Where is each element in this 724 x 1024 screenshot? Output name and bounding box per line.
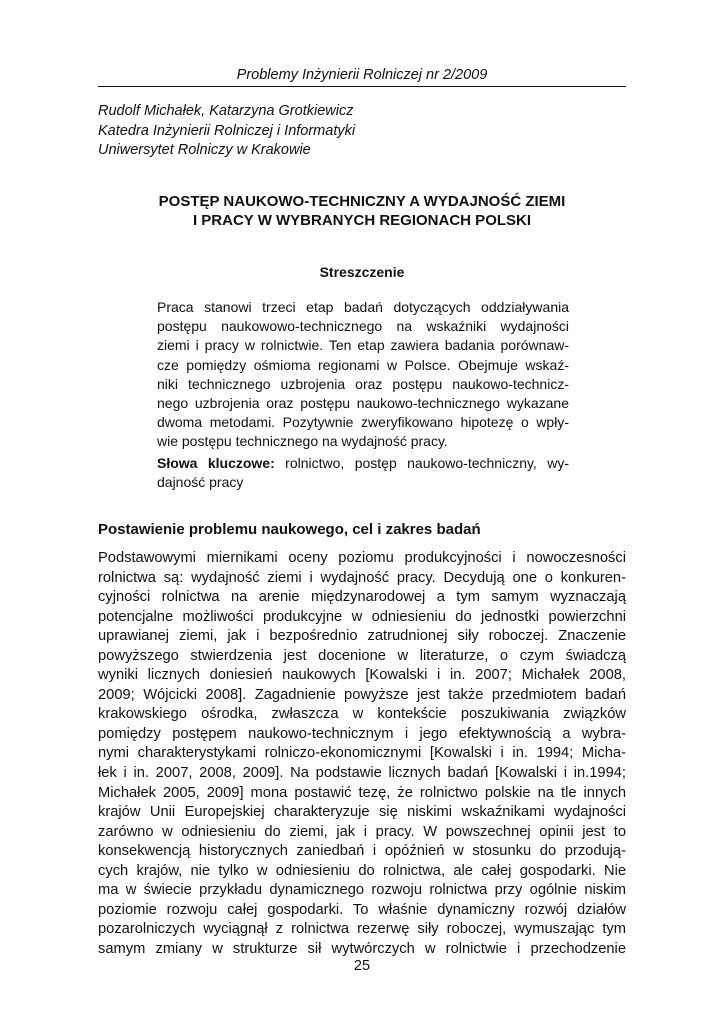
body-line: pomiędzy postępem naukowo-technicznym i jego efektywnością a wybra- [98, 725, 626, 742]
body-line: pozarolniczych wyciągnął z rolnictwa rezerwę siły roboczej, wymuszając tym [98, 921, 626, 938]
university: Uniwersytet Rolniczy w Krakowie [98, 142, 311, 158]
body-line: nymi charakterystykami rolniczo-ekonomicznymi [Kowalski i in. 1994; Micha- [98, 745, 626, 762]
keywords-line [157, 454, 569, 473]
body-line: uprawianej ziemi, jak i bezpośrednio zatrudnionej siły roboczej. Znaczenie [98, 628, 626, 645]
body-line: rolnictwa są: wydajność ziemi i wydajność pracy. Decydują one o konkuren- [98, 569, 626, 586]
body-line: Michałek 2005, 2009] mona postawić tezę, że rolnictwo polskie na tle innych [98, 784, 626, 801]
abstract-line: dwoma metodami. Pozytywnie zweryfikowano hipotezę o wpły- [157, 414, 569, 431]
body-line: samym zmiany w strukturze sił wytwórczych w rolnictwie i przechodzenie [98, 940, 626, 957]
author-names: Rudolf Michałek, Katarzyna Grotkiewicz [98, 103, 354, 119]
keywords-values: rolnictwo, postęp naukowo-techniczny, wy- [274, 455, 569, 471]
abstract-text [157, 298, 569, 452]
body-line: potencjalne możliwości produkcyjne w odniesieniu do jednostki powierzchni [98, 608, 626, 625]
abstract-line: ziemi i pracy w rolnictwie. Ten etap zawiera badania porównaw- [157, 337, 569, 354]
section-heading: Postawienie problemu naukowego, cel i zakres badań [98, 521, 481, 538]
header-divider [98, 86, 626, 87]
section-body [98, 549, 626, 959]
body-line: zarówno w odniesieniu do ziemi, jak i pracy. W powszechnej opinii jest to [98, 823, 626, 840]
body-line: konsekwencją historycznych zaniedbań i opóźnień w stosunku do przodują- [98, 843, 626, 860]
body-line: ma w świecie przykładu dynamicznego rozwoju rolnictwa przy ogólnie niskim [98, 882, 626, 899]
body-line: 2009; Wójcicki 2008]. Zagadnienie powyższe jest także przedmiotem badań [98, 686, 626, 703]
abstract-heading: Streszczenie [319, 264, 405, 280]
author-affiliation-block [98, 102, 626, 161]
keywords-block [157, 454, 569, 492]
title-line: POSTĘP NAUKOWO-TECHNICZNY A WYDAJNOŚĆ ZIEMI [158, 193, 566, 210]
body-line: krajów Unii Europejskiej charakteryzuje się niskimi wskaźnikami wydajności [98, 804, 626, 821]
abstract-line: Praca stanowi trzeci etap badań dotyczących oddziaływania [157, 299, 569, 315]
abstract-line: nego uzbrojenia oraz postępu naukowo-technicznego wykazane [157, 394, 569, 411]
body-line: krakowskiego ośrodka, zwłaszcza w kontekście poszukiwania związków [98, 706, 626, 723]
abstract-line: cze pomiędzy ośmioma regionami w Polsce. Obejmuje wskaź- [157, 356, 569, 373]
body-line: Podstawowymi miernikami oceny poziomu produkcyjności i nowoczesności [98, 550, 626, 566]
department: Katedra Inżynierii Rolniczej i Informatyki [98, 122, 356, 139]
body-line: poziomie rozwoju całej gospodarki. To właśnie dynamiczny rozwój działów [98, 901, 626, 918]
page-number: 25 [353, 958, 371, 974]
paper-title [98, 192, 626, 230]
keywords-label: Słowa kluczowe: [157, 455, 275, 471]
body-line: łek i in. 2007, 2008, 2009]. Na podstawie licznych badań [Kowalski i in.1994; [98, 765, 626, 782]
abstract-line: niki technicznego uzbrojenia oraz postępu naukowo-technicz- [157, 375, 569, 392]
body-line: cyjności rolnictwa na arenie międzynarodowej a tym samym wyznaczają [98, 589, 626, 606]
body-line: powyższego stwierdzenia jest docenione w literaturze, o czym świadczą [98, 647, 626, 664]
running-header: Problemy Inżynierii Rolniczej nr 2/2009 [236, 67, 488, 83]
title-line: I PRACY W WYBRANYCH REGIONACH POLSKI [192, 212, 532, 229]
keywords-line: dajność pracy [157, 474, 244, 491]
abstract-line: postępu naukowowo-technicznego na wskaźniki wydajności [157, 318, 569, 335]
abstract-line: wie postępu technicznego na wydajność pracy. [157, 433, 448, 450]
body-line: cych krajów, nie tylko w odniesieniu do rolnictwa, ale całej gospodarki. Nie [98, 862, 626, 879]
body-line: wyniki licznych doniesień naukowych [Kowalski i in. 2007; Michałek 2008, [98, 667, 626, 684]
